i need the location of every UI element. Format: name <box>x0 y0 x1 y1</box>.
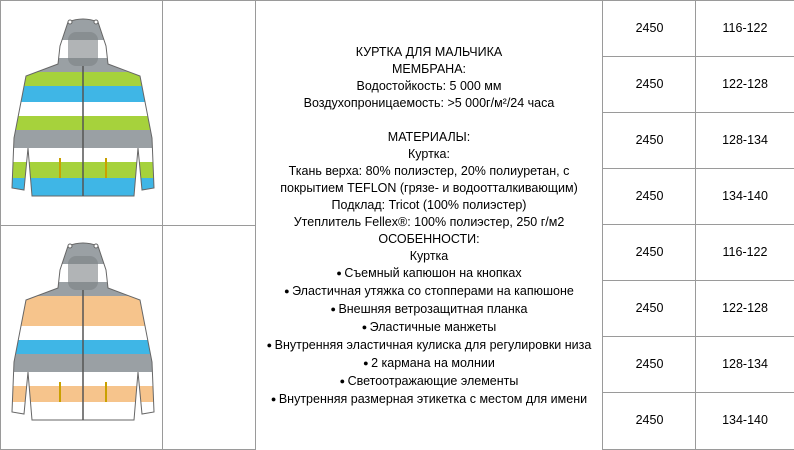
price-cell: 2450 <box>635 301 664 315</box>
product-description <box>256 44 602 409</box>
feature-item: ● Внешняя ветрозащитная планка <box>256 301 602 319</box>
membrane-header: МЕМБРАНА: <box>391 62 467 76</box>
feature-item: ● Внутренняя размерная этикетка с местом для имени <box>256 391 602 409</box>
outer-fabric-line-1: Ткань верха: 80% полиэстер, 20% полиуретан, с <box>288 164 570 178</box>
outer-fabric-line-2: покрытием TEFLON (грязе- и водоотталкивающим) <box>280 181 578 195</box>
lining: Подклад: Tricot (100% полиэстер) <box>331 198 527 212</box>
size-cell: 134-140 <box>722 189 768 203</box>
size-cell: 116-122 <box>722 21 768 35</box>
size-cell: 134-140 <box>722 413 768 427</box>
insulation: Утеплитель Fellex®: 100% полиэстер, 250 г/м2 <box>293 215 565 229</box>
features-header: ОСОБЕННОСТИ: <box>378 232 480 246</box>
jacket-image-blue-green <box>8 18 158 203</box>
size-cell: 116-122 <box>722 245 768 259</box>
feature-item: ● Эластичные манжеты <box>256 319 602 337</box>
size-cell: 128-134 <box>722 133 768 147</box>
price-cell: 2450 <box>635 133 664 147</box>
feature-item: ● Внутренняя эластичная кулиска для регулировки низа <box>256 337 602 355</box>
materials-header: МАТЕРИАЛЫ: <box>387 130 471 144</box>
size-cell: 128-134 <box>722 357 768 371</box>
feature-item: ● Эластичная утяжка со стопперами на капюшоне <box>256 283 602 301</box>
feature-item: ● 2 кармана на молнии <box>256 355 602 373</box>
jacket-label: Куртка: <box>408 147 450 161</box>
waterproof-rating: Водостойкость: 5 000 мм <box>356 79 502 93</box>
feature-item: ● Съемный капюшон на кнопках <box>256 265 602 283</box>
features-jacket-label: Куртка <box>409 249 449 263</box>
feature-item: ● Светоотражающие элементы <box>256 373 602 391</box>
jacket-image-orange-blue <box>8 242 158 427</box>
grid-line <box>0 225 255 226</box>
price-cell: 2450 <box>635 357 664 371</box>
size-cell: 122-128 <box>722 301 768 315</box>
product-title: КУРТКА ДЛЯ МАЛЬЧИКА <box>355 45 503 59</box>
price-cell: 2450 <box>635 189 664 203</box>
price-cell: 2450 <box>635 245 664 259</box>
price-cell: 2450 <box>635 413 664 427</box>
breathability-rating: Воздухопроницаемость: >5 000г/м²/24 часа <box>303 96 555 110</box>
spacer <box>256 112 602 129</box>
size-cell: 122-128 <box>722 77 768 91</box>
price-cell: 2450 <box>635 21 664 35</box>
price-cell: 2450 <box>635 77 664 91</box>
